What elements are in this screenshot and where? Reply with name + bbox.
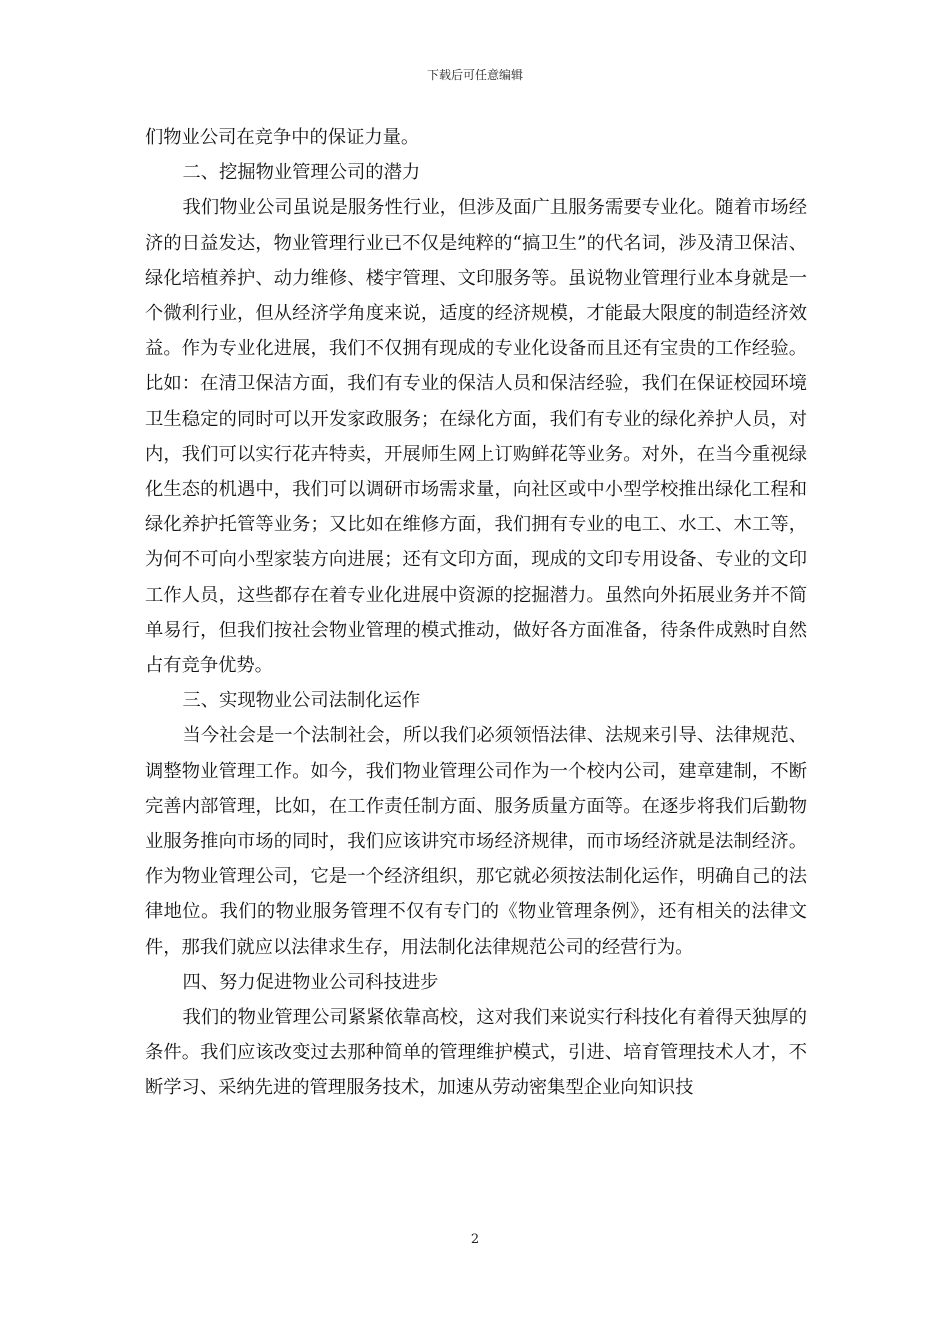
page-header: 下载后可任意编辑 xyxy=(426,68,523,82)
paragraph-section-4: 我们的物业管理公司紧紧依靠高校，这对我们来说实行科技化有着得天独厚的条件。我们应该改变过去那种简单的管理维护模式，引进、培育管理技术人才，不断学习、采纳先进的管理服务技术，加速从劳动密集型企业向知识技 xyxy=(145,1007,807,1099)
page-number: 2 xyxy=(470,1232,480,1247)
document-body xyxy=(145,120,807,1106)
section-heading-2: 二、挖掘物业管理公司的潜力 xyxy=(182,162,421,184)
paragraph-section-2: 我们物业公司虽说是服务性行业，但涉及面广且服务需要专业化。随着市场经济的日益发达，物业管理行业已不仅是纯粹的“搞卫生”的代名词，涉及清卫保洁、绿化培植养护、动力维修、楼宇管理、文印服务等。虽说物业管理行业本身就是一个微利行业，但从经济学角度来说，适度的经济规模，才能最大限度的制造经济效益。作为专业化进展，我们不仅拥有现成的专业化设备而且还有宝贵的工作经验。比如：在清卫保洁方面，我们有专业的保洁人员和保洁经验，我们在保证校园环境卫生稳定的同时可以开发家政服务；在绿化方面，我们有专业的绿化养护人员，对内，我们可以实行花卉特卖，开展师生网上订购鲜花等业务。对外，在当今重视绿化生态的机遇中，我们可以调研市场需求量，向社区或中小型学校推出绿化工程和绿化养护托管等业务；又比如在维修方面，我们拥有专业的电工、水工、木工等，为何不可向小型家装方向进展；还有文印方面，现成的文印专用设备、专业的文印工作人员，这些都存在着专业化进展中资源的挖掘潜力。虽然向外拓展业务并不简单易行，但我们按社会物业管理的模式推动，做好各方面准备，待条件成熟时自然占有竞争优势。 xyxy=(145,197,807,677)
section-heading-3: 三、实现物业公司法制化运作 xyxy=(182,690,421,712)
paragraph-section-3: 当今社会是一个法制社会，所以我们必须领悟法律、法规来引导、法律规范、调整物业管理工作。如今，我们物业管理公司作为一个校内公司，建章建制，不断完善内部管理，比如，在工作责任制方面、服务质量方面等。在逐步将我们后勤物业服务推向市场的同时，我们应该讲究市场经济规律，而市场经济就是法制经济。作为物业管理公司，它是一个经济组织，那它就必须按法制化运作，明确自己的法律地位。我们的物业服务管理不仅有专门的《物业管理条例》，还有相关的法律文件，那我们就应以法律求生存，用法制化法律规范公司的经营行为。 xyxy=(145,725,807,958)
paragraph-continuation: 们物业公司在竞争中的保证力量。 xyxy=(145,127,420,148)
section-heading-4: 四、努力促进物业公司科技进步 xyxy=(182,971,439,993)
